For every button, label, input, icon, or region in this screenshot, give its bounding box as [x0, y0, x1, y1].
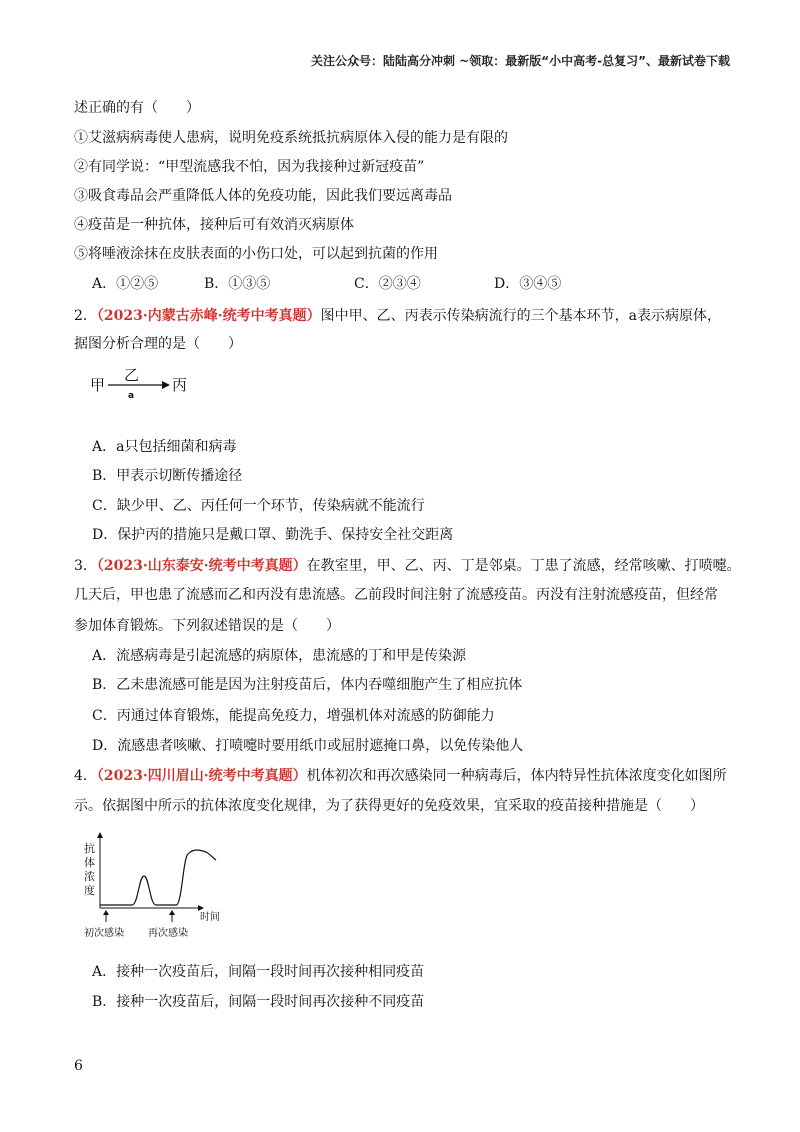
q1-item: ①艾滋病病毒使人患病，说明免疫系统抵抗病原体入侵的能力是有限的	[74, 130, 508, 146]
q2-option-a[interactable]: A．a只包括细菌和病毒	[92, 439, 237, 455]
up-arrow-icon	[169, 910, 175, 915]
diagram-yi: 乙	[124, 366, 140, 384]
second-infection-label: 再次感染	[148, 928, 188, 939]
y-label-char: 体	[84, 856, 95, 869]
q2-option-b[interactable]: B．甲表示切断传播途径	[92, 468, 243, 484]
q1-option-a[interactable]: A．①②⑤	[92, 276, 159, 292]
q3-option-d[interactable]: D．流感患者咳嗽、打喷嚏时要用纸巾或屈肘遮掩口鼻，以免传染他人	[92, 738, 524, 754]
q4-source: （2023·四川眉山·统考中考真题）	[96, 768, 307, 784]
q3-source: （2023·山东泰安·统考中考真题）	[96, 558, 307, 574]
q4-number: 4．	[74, 768, 97, 784]
q1-item: ②有同学说：“甲型流感我不怕，因为我接种过新冠疫苗”	[74, 159, 425, 175]
q3-stem-line1	[74, 556, 741, 576]
q3-option-a[interactable]: A．流感病毒是引起流感的病原体，患流感的丁和甲是传染源	[92, 648, 467, 664]
q1-tail: 述正确的有（ ）	[74, 100, 200, 116]
y-axis-arrow-icon	[97, 832, 103, 838]
q4-stem-line1	[74, 766, 727, 786]
q2-number: 2．	[74, 308, 97, 324]
x-axis-label: 时间	[200, 912, 220, 923]
q2-stem-line1	[74, 306, 721, 326]
q1-option-c[interactable]: C．②③④	[354, 276, 421, 292]
page-header: 关注公众号：陆陆高分冲刺 ~领取：最新版“小中高考-总复习”、最新试卷下载	[311, 54, 730, 68]
q2-stem: 图中甲、乙、丙表示传染病流行的三个基本环节，a表示病原体，	[320, 308, 721, 324]
q1-item: ④疫苗是一种抗体，接种后可有效消灭病原体	[74, 217, 354, 233]
diagram-bing: 丙	[172, 376, 188, 394]
q3-stem: 在教室里，甲、乙、丙、丁是邻桌。丁患了流感，经常咳嗽、打喷嚏。	[306, 558, 741, 574]
q4-option-a[interactable]: A．接种一次疫苗后，间隔一段时间再次接种相同疫苗	[92, 964, 425, 980]
q3-stem-line2: 几天后，甲也患了流感而乙和丙没有患流感。乙前段时间注射了流感疫苗。丙没有注射流感疫苗，但经常	[74, 587, 718, 603]
q2-stem-line2: 据图分析合理的是（ ）	[74, 336, 242, 352]
x-axis-arrow-icon	[198, 905, 204, 911]
q2-option-d[interactable]: D．保护丙的措施只是戴口罩、勤洗手、保持安全社交距离	[92, 527, 454, 543]
y-label-char: 度	[84, 884, 95, 897]
q3-number: 3．	[74, 558, 97, 574]
arrow-head-icon	[162, 381, 170, 389]
antibody-curve-figure	[82, 830, 242, 940]
transmission-diagram	[90, 364, 200, 400]
q1-option-d[interactable]: D．③④⑤	[494, 276, 562, 292]
q4-option-b[interactable]: B．接种一次疫苗后，间隔一段时间再次接种不同疫苗	[92, 994, 425, 1010]
page-number: 6	[74, 1058, 83, 1074]
diagram-jia: 甲	[90, 376, 106, 394]
q3-stem-line3: 参加体育锻炼。下列叙述错误的是（ ）	[74, 618, 340, 634]
q1-item: ⑤将唾液涂抹在皮肤表面的小伤口处，可以起到抗菌的作用	[74, 246, 438, 262]
q1-option-b[interactable]: B．①③⑤	[204, 276, 271, 292]
q4-stem: 机体初次和再次感染同一种病毒后，体内特异性抗体浓度变化如图所	[306, 768, 727, 784]
q3-option-c[interactable]: C．丙通过体育锻炼，能提高免疫力，增强机体对流感的防御能力	[92, 708, 495, 724]
y-label-char: 浓	[84, 870, 95, 883]
q2-option-c[interactable]: C．缺少甲、乙、丙任何一个环节，传染病就不能流行	[92, 498, 425, 514]
q1-item: ③吸食毒品会严重降低人体的免疫功能，因此我们要远离毒品	[74, 188, 452, 204]
q4-stem-line2: 示。依据图中所示的抗体浓度变化规律，为了获得更好的免疫效果，宜采取的疫苗接种措施是（ ）	[74, 798, 704, 814]
diagram-a: a	[128, 391, 135, 400]
q2-source: （2023·内蒙古赤峰·统考中考真题）	[96, 308, 321, 324]
first-infection-label: 初次感染	[84, 928, 124, 939]
up-arrow-icon	[103, 910, 109, 915]
antibody-curve	[100, 850, 216, 905]
y-label-char: 抗	[84, 842, 95, 855]
q3-option-b[interactable]: B．乙未患流感可能是因为注射疫苗后，体内吞噬细胞产生了相应抗体	[92, 677, 523, 693]
